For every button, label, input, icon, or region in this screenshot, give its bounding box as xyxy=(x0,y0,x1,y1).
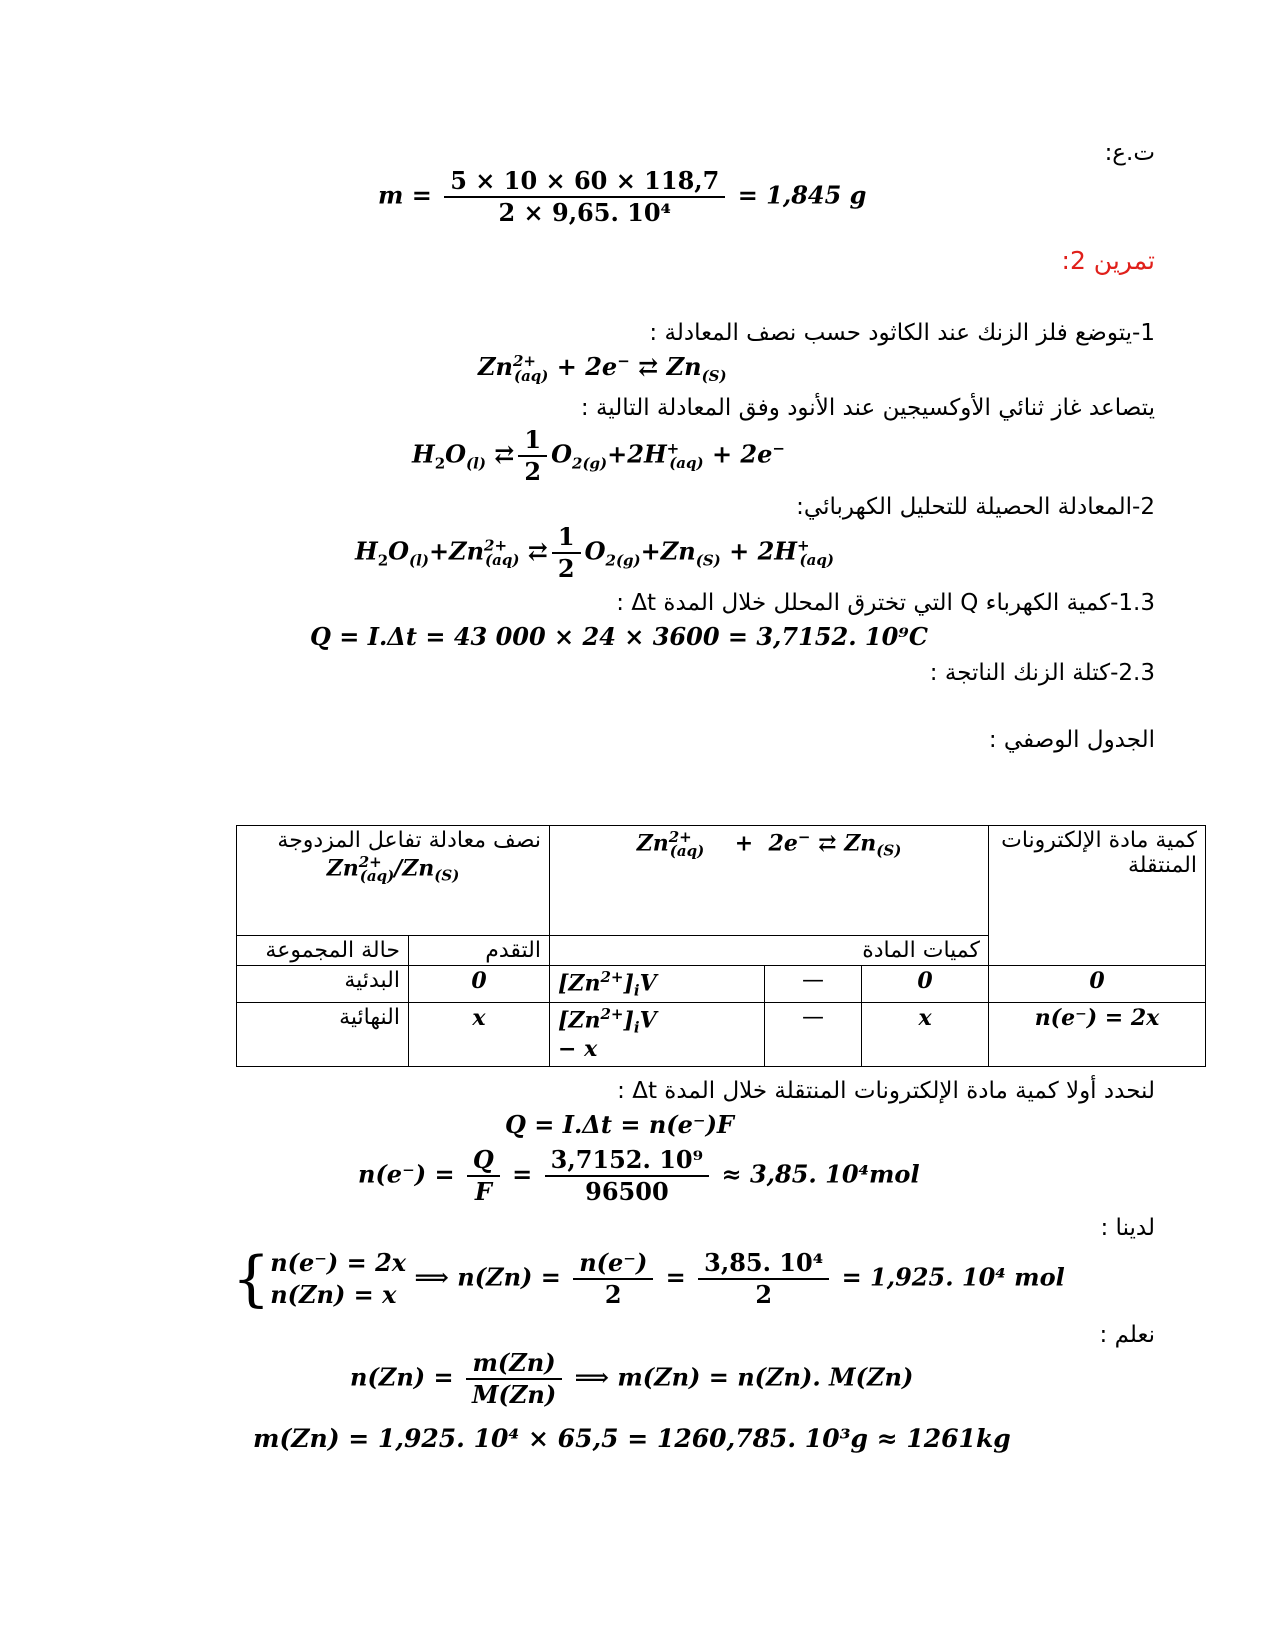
question-2: 2-المعادلة الحصيلة للتحليل الكهربائي: xyxy=(796,494,1155,520)
cell-initial-x: 0 xyxy=(408,966,549,1003)
system-equation: { n(e⁻) = 2x n(Zn) = x ⟹ n(Zn) = $\frac{n(e^-)}{2}$ = $\frac{\text{3,85. 10⁴}}{2}$ = 1,925. 10⁴ mol xyxy=(232,1244,1065,1314)
header-electrons: كمية مادة الإلكترونات المنتقلة xyxy=(989,826,1206,966)
cathode-equation: $Zn^{2+}_{(aq)} + 2e^-$ ⇄ $Zn_{(S)}$ xyxy=(478,352,727,385)
numerical-application-label: ت.ع: xyxy=(1104,140,1155,166)
cell-initial-ne: 0 xyxy=(989,966,1206,1003)
mass-equation: m = $\frac{5 \times 10 \times 60 \times 118,7}{\text{2 × 9,65. 10⁴}}$ = 1,845 g xyxy=(378,166,867,227)
exercise-title: تمرين 2: xyxy=(1061,246,1155,275)
moles-zinc-equation: n(Zn) = $\frac{m(Zn)}{M(Zn)}$ ⟹ m(Zn) = n(Zn). M(Zn) xyxy=(350,1348,914,1409)
question-3-2: 2.3-كتلة الزنك الناتجة : xyxy=(929,660,1155,686)
cell-final-zn: x xyxy=(862,1002,989,1066)
overall-equation: $H_2O_{(l)}+Zn^{2+}_{(aq)}$ ⇄ $\frac{1}{2}$ $O_{2(g)}+Zn_{(S)} + 2H^+_{(aq)}$ xyxy=(355,522,834,583)
table-title: الجدول الوصفي : xyxy=(988,727,1155,753)
cell-final-state: النهائية xyxy=(237,1002,409,1066)
anode-equation: $H_2O_{(l)}$ ⇄ $\frac{1}{2}$ $O_{2(g)}+2H^+_{(aq)} + 2e^-$ xyxy=(412,425,785,486)
header-amounts: كميات المادة xyxy=(550,936,989,966)
cell-initial-state: البدئية xyxy=(237,966,409,1003)
cell-final-zn2: $[Zn^{2+}]_iV$ − x xyxy=(550,1002,765,1066)
header-state: حالة المجموعة xyxy=(237,936,409,966)
header-progress: التقدم xyxy=(408,936,549,966)
we-have-label: لدينا : xyxy=(1100,1215,1155,1241)
cell-final-e: — xyxy=(765,1002,862,1066)
header-half-equation: نصف معادلة تفاعل المزدوجة $Zn^{2+}_{(aq)}/Zn_{(S)}$ xyxy=(237,826,550,936)
cell-final-ne: n(e⁻) = 2x xyxy=(989,1002,1206,1066)
cell-initial-zn2: $[Zn^{2+}]_iV$ xyxy=(550,966,765,1003)
charge-relation: Q = I.Δt = n(e⁻)F xyxy=(505,1110,734,1139)
determine-text: لنحدد أولا كمية مادة الإلكترونات المنتقلة خلال المدة Δt : xyxy=(617,1078,1155,1104)
charge-equation: Q = I.Δt = 43 000 × 24 × 3600 = 3,7152. 10⁹C xyxy=(310,622,928,651)
header-couple: $Zn^{2+}_{(aq)}/Zn_{(S)}$ xyxy=(326,853,460,885)
question-1b: يتصاعد غاز ثنائي الأوكسيجين عند الأنود وفق المعادلة التالية : xyxy=(580,395,1155,421)
question-3-1: 1.3-كمية الكهرباء Q التي تخترق المحلل خلال المدة Δt : xyxy=(616,590,1155,616)
final-mass-equation: m(Zn) = 1,925. 10⁴ × 65,5 = 1260,785. 10³g ≈ 1261kg xyxy=(253,1424,1011,1453)
progress-table xyxy=(236,825,1206,1067)
header-equation: $Zn^{2+}_{(aq)}$ + 2e− ⇄ $Zn_{(S)}$ xyxy=(550,826,989,936)
cell-initial-zn: 0 xyxy=(862,966,989,1003)
electrons-equation: n(e⁻) = $\frac{Q}{F}$ = $\frac{\text{3,7152. 10⁹}}{96500}$ ≈ 3,85. 10⁴mol xyxy=(358,1145,920,1206)
cell-initial-e: — xyxy=(765,966,862,1003)
question-1: 1-يتوضع فلز الزنك عند الكاثود حسب نصف المعادلة : xyxy=(649,320,1155,346)
cell-final-x: x xyxy=(408,1002,549,1066)
we-know-label: نعلم : xyxy=(1099,1322,1155,1348)
